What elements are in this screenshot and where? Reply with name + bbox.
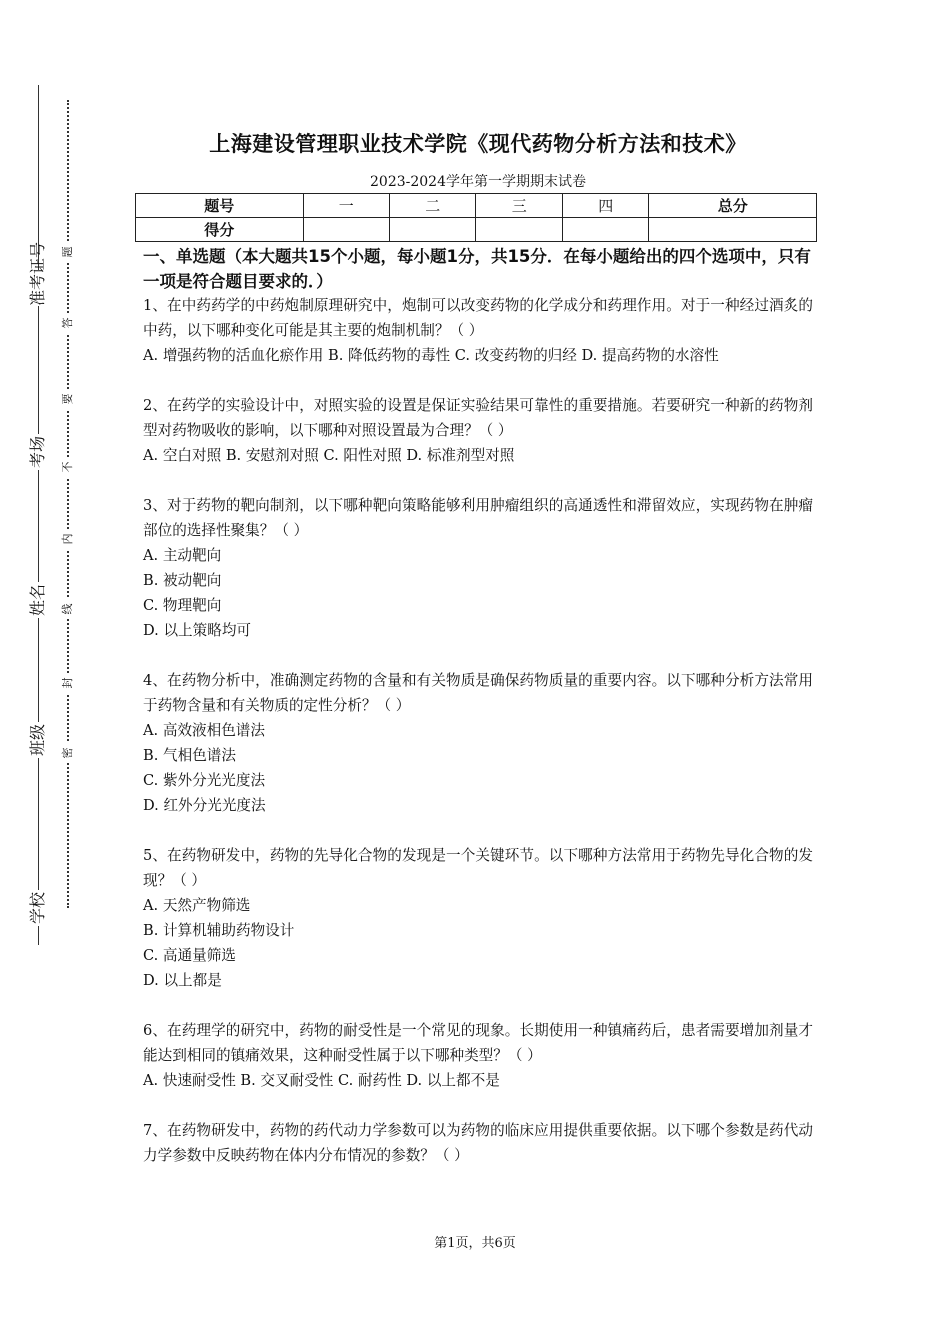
exam-room-label: 考场 <box>28 436 47 469</box>
question-item <box>143 843 813 993</box>
school-label: 学校 <box>28 892 47 925</box>
question-option: C. 高通量筛选 <box>143 947 236 964</box>
binding-margin <box>0 0 110 1344</box>
question-option: C. 物理靶向 <box>143 597 222 614</box>
question-stem: 4、在药物分析中，准确测定药物的含量和有关物质是确保药物质量的重要内容。以下哪种分析方法常用于药物含量和有关物质的定性分析？（ ） <box>143 672 813 714</box>
exam-id-label: 准考证号 <box>28 241 47 306</box>
score-header-cell: 一 <box>303 194 389 218</box>
question-item <box>143 393 813 468</box>
question-item <box>143 668 813 818</box>
score-cell[interactable] <box>476 218 562 242</box>
name-label: 姓名 <box>28 584 47 617</box>
question-option: A. 空白对照 B. 安慰剂对照 C. 阳性对照 D. 标准剂型对照 <box>143 447 515 464</box>
question-option: D. 以上策略均可 <box>143 622 252 639</box>
question-option: B. 气相色谱法 <box>143 747 236 764</box>
seal-char-feng: 封 <box>61 673 75 693</box>
score-cell[interactable] <box>649 218 817 242</box>
question-option: A. 快速耐受性 B. 交叉耐受性 C. 耐药性 D. 以上都不是 <box>143 1072 500 1089</box>
question-item <box>143 1118 813 1168</box>
score-header-cell: 二 <box>389 194 475 218</box>
class-label: 班级 <box>28 724 47 757</box>
seal-char-da: 答 <box>61 313 75 333</box>
question-stem: 5、在药物研发中，药物的先导化合物的发现是一个关键环节。以下哪种方法常用于药物先导化合物的发现？（ ） <box>143 847 813 889</box>
question-list <box>143 293 813 1193</box>
question-option: B. 计算机辅助药物设计 <box>143 922 295 939</box>
exam-title: 上海建设管理职业技术学院《现代药物分析方法和技术》 <box>209 132 747 156</box>
score-header-cell: 三 <box>476 194 562 218</box>
seal-char-bu: 不 <box>61 457 75 477</box>
seal-char-yao: 要 <box>61 389 75 409</box>
score-row-label: 得分 <box>136 218 304 242</box>
page-footer: 第1页，共6页 <box>434 1236 516 1251</box>
score-header-cell: 题号 <box>136 194 304 218</box>
question-stem: 7、在药物研发中，药物的药代动力学参数可以为药物的临床应用提供重要依据。以下哪个参数是药代动力学参数中反映药物在体内分布情况的参数？（ ） <box>143 1122 813 1164</box>
question-stem: 2、在药学的实验设计中，对照实验的设置是保证实验结果可靠性的重要措施。若要研究一种新的药物剂型对药物吸收的影响，以下哪种对照设置最为合理？（ ） <box>143 397 813 439</box>
question-item <box>143 493 813 643</box>
score-cell[interactable] <box>303 218 389 242</box>
question-option: A. 天然产物筛选 <box>143 897 251 914</box>
score-cell[interactable] <box>562 218 648 242</box>
question-option: A. 增强药物的活血化瘀作用 B. 降低药物的毒性 C. 改变药物的归经 D. 提高药物的水溶性 <box>143 347 719 364</box>
question-item <box>143 293 813 368</box>
seal-char-ti: 题 <box>61 242 75 262</box>
score-header-cell: 四 <box>562 194 648 218</box>
question-option: B. 被动靶向 <box>143 572 222 589</box>
score-header-cell: 总分 <box>649 194 817 218</box>
section-heading: 一、单选题（本大题共15个小题，每小题1分，共15分．在每小题给出的四个选项中，只有一项是符合题目要求的．） <box>143 247 811 291</box>
binding-dotted-line <box>67 100 69 908</box>
score-table <box>135 193 817 242</box>
question-option: A. 主动靶向 <box>143 547 222 564</box>
score-value-row <box>136 218 817 242</box>
question-stem: 6、在药理学的研究中，药物的耐受性是一个常见的现象。长期使用一种镇痛药后，患者需要增加剂量才能达到相同的镇痛效果，这种耐受性属于以下哪种类型？（ ） <box>143 1022 813 1064</box>
question-option: D. 以上都是 <box>143 972 222 989</box>
seal-char-xian: 线 <box>61 599 75 619</box>
question-stem: 3、对于药物的靶向制剂，以下哪种靶向策略能够利用肿瘤组织的高通透性和滞留效应，实现药物在肿瘤部位的选择性聚集？（ ） <box>143 497 813 539</box>
question-item <box>143 1018 813 1093</box>
question-option: D. 红外分光光度法 <box>143 797 266 814</box>
score-header-row <box>136 194 817 218</box>
seal-char-nei: 内 <box>61 529 75 549</box>
question-option: A. 高效液相色谱法 <box>143 722 265 739</box>
seal-char-mi: 密 <box>61 743 75 763</box>
question-option: C. 紫外分光光度法 <box>143 772 266 789</box>
exam-subtitle: 2023-2024学年第一学期期末试卷 <box>370 174 586 190</box>
question-stem: 1、在中药药学的中药炮制原理研究中，炮制可以改变药物的化学成分和药理作用。对于一种经过酒炙的中药，以下哪种变化可能是其主要的炮制机制？（ ） <box>143 297 813 339</box>
score-cell[interactable] <box>389 218 475 242</box>
binding-solid-line <box>38 85 39 945</box>
